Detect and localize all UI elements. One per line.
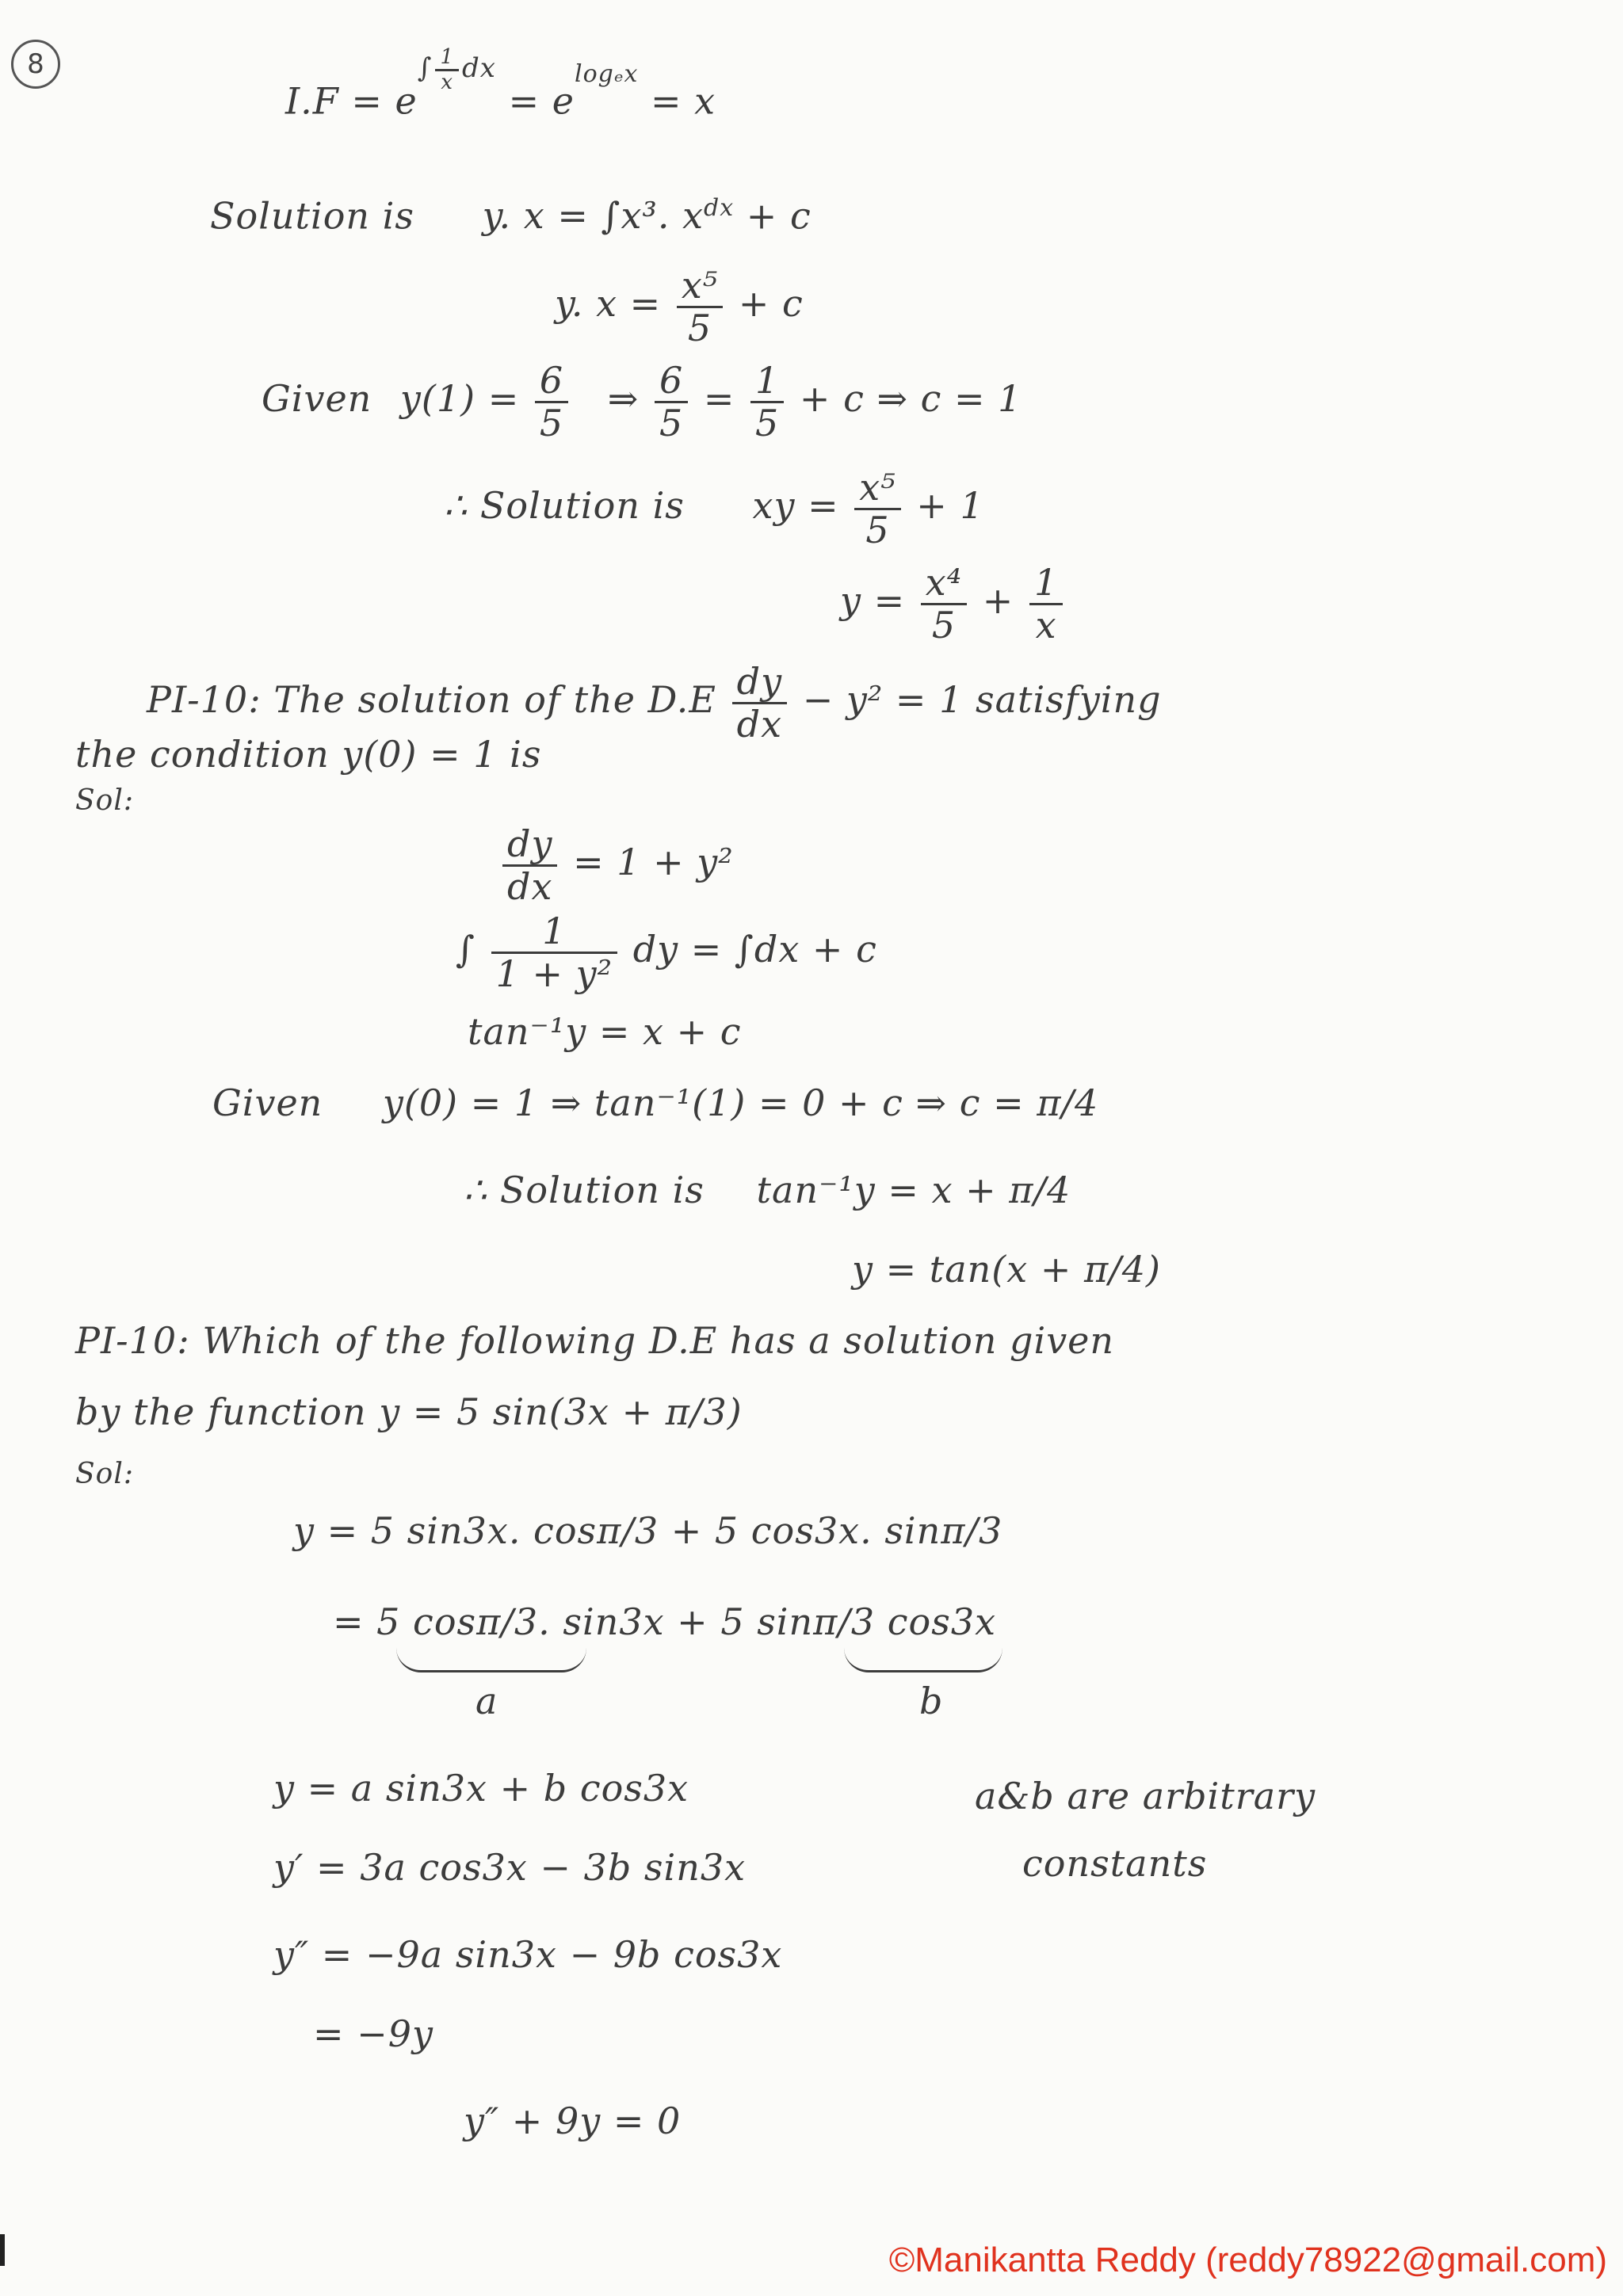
y1-fraction-a: $\frac{\text{x⁴}}{5}$ bbox=[921, 563, 967, 645]
solution-eq-sup: dx bbox=[704, 194, 735, 222]
sol-label-2: Sol: bbox=[75, 1458, 134, 1490]
expansion-line-2 bbox=[333, 1600, 996, 1643]
integral-line bbox=[456, 911, 877, 994]
integral-sign: ∫ bbox=[456, 928, 475, 971]
given2-eq: y(0) = 1 ⇒ tan⁻¹(1) = 0 + c ⇒ c = π/4 bbox=[382, 1081, 1099, 1124]
if-exponent: ∫ 1 x dx bbox=[417, 45, 496, 94]
margin-mark bbox=[0, 2234, 5, 2266]
integral-tail: dy = ∫dx + c bbox=[632, 928, 877, 971]
solution-line-1 bbox=[210, 194, 812, 237]
problem-10b-heading: PI-10: Which of the following D.E has a solution given bbox=[75, 1319, 1115, 1362]
exp2-b: . sin3x + bbox=[538, 1600, 708, 1643]
sol-label-1: Sol: bbox=[75, 784, 134, 817]
if-label: I.F = e bbox=[285, 79, 418, 123]
dydx-tail: = 1 + y² bbox=[573, 841, 734, 884]
problem-10b-line2: by the function y = 5 sin(3x + π/3) bbox=[75, 1390, 743, 1433]
page-number-badge: 8 bbox=[11, 40, 60, 89]
therefore-tail: + 1 bbox=[916, 484, 984, 528]
solution-line-2 bbox=[555, 265, 804, 348]
p10a-fraction: $\frac{dy}{dx}$ bbox=[732, 662, 787, 744]
given2-label: Given bbox=[212, 1081, 323, 1124]
final-equation: y″ + 9y = 0 bbox=[464, 2100, 682, 2142]
y-ab-line: y = a sin3x + b cos3x bbox=[273, 1767, 689, 1810]
if-eq2: = e bbox=[508, 79, 575, 123]
dydx-line bbox=[499, 824, 734, 906]
y1-plus: + bbox=[982, 579, 1014, 623]
therefore2-eq: tan⁻¹y = x + π/4 bbox=[756, 1169, 1071, 1211]
dydx-fraction: $\frac{dy}{dx}$ bbox=[502, 824, 557, 906]
given-b: ⇒ bbox=[607, 377, 640, 421]
y1-left: y = bbox=[840, 579, 906, 623]
sol2-tail: + c bbox=[738, 282, 804, 326]
y-result-1 bbox=[840, 563, 1066, 645]
brace-b bbox=[844, 1648, 1002, 1672]
brace-b-label: b bbox=[919, 1680, 944, 1722]
given-line-1 bbox=[262, 360, 1022, 443]
brace-a bbox=[396, 1648, 586, 1672]
y1-fraction-b: $\frac{1}{x}$ bbox=[1029, 563, 1063, 645]
given-b-fraction: $\frac{6}{5}$ bbox=[655, 360, 688, 443]
therefore-eq: xy = bbox=[752, 484, 839, 528]
therefore-label: ∴ Solution is bbox=[444, 484, 685, 528]
if-eq3: = x bbox=[651, 79, 716, 123]
brace-a-label: a bbox=[475, 1680, 498, 1722]
integral-fraction: $\frac{1}{\text{1 + y²}}$ bbox=[491, 911, 617, 994]
therefore2-label: ∴ Solution is bbox=[464, 1169, 705, 1211]
therefore-line-2 bbox=[464, 1169, 1071, 1211]
p10a-text: PI-10: The solution of the D.E bbox=[147, 678, 716, 722]
exp2-d: cos3x bbox=[887, 1600, 997, 1643]
ab-note-1: a&b are arbitrary bbox=[975, 1775, 1316, 1817]
y-result-2: y = tan(x + π/4) bbox=[852, 1248, 1161, 1291]
sol2-fraction: $\frac{\text{x⁵}}{5}$ bbox=[677, 265, 723, 348]
solution-label: Solution is bbox=[210, 194, 415, 238]
given-c: = bbox=[703, 377, 735, 421]
given-line-2 bbox=[212, 1081, 1098, 1124]
given-d: + c ⇒ c = 1 bbox=[799, 377, 1022, 421]
exp2-c: 5 sinπ/3 bbox=[720, 1600, 876, 1643]
p10a-tail: − y² = 1 satisfying bbox=[802, 678, 1162, 722]
ab-note-2: constants bbox=[1022, 1842, 1208, 1885]
solution-eq-tail: + c bbox=[746, 194, 812, 238]
given-a-fraction: $\frac{6}{5}$ bbox=[535, 360, 568, 443]
given-c-fraction: $\frac{1}{5}$ bbox=[750, 360, 784, 443]
copyright-footer: ©Manikantta Reddy (reddy78922@gmail.com) bbox=[888, 2241, 1607, 2279]
expansion-line-1: y = 5 sin3x. cosπ/3 + 5 cos3x. sinπ/3 bbox=[293, 1509, 1003, 1552]
if-line bbox=[285, 45, 716, 123]
tan-line: tan⁻¹y = x + c bbox=[468, 1010, 742, 1053]
exp2-a: = 5 cosπ/3 bbox=[333, 1600, 539, 1643]
therefore-fraction: $\frac{\text{x⁵}}{5}$ bbox=[854, 467, 900, 550]
sol2-left: y. x = bbox=[555, 282, 662, 326]
y-prime-line: y′ = 3a cos3x − 3b sin3x bbox=[273, 1846, 747, 1889]
problem-10a-line2: the condition y(0) = 1 is bbox=[75, 733, 542, 776]
given-label: Given bbox=[262, 377, 372, 421]
neg9y-line: = −9y bbox=[313, 2012, 433, 2055]
solution-eq: y. x = ∫x³. x bbox=[482, 194, 705, 238]
y-double-prime-line: y″ = −9a sin3x − 9b cos3x bbox=[273, 1933, 783, 1976]
if-eq2-exponent: logₑx bbox=[574, 60, 639, 89]
therefore-line-1 bbox=[444, 467, 984, 550]
problem-10a-heading bbox=[147, 662, 1162, 744]
given-a: y(1) = bbox=[399, 377, 520, 421]
